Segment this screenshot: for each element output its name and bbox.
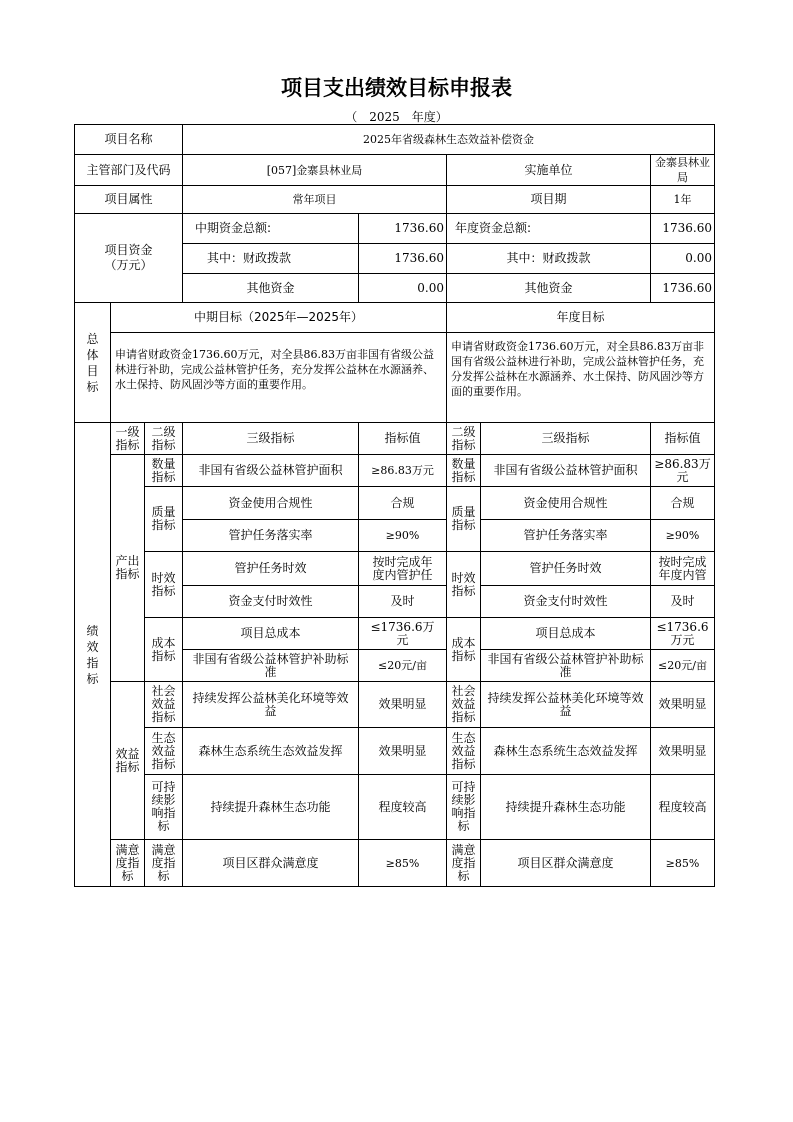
attr-label: 项目属性 [75, 186, 183, 214]
r5-value-mid: 及时 [359, 586, 447, 618]
year-other-value: 1736.60 [651, 274, 715, 303]
r3-value-year: ≥90% [651, 520, 715, 552]
year-total-label: 年度资金总额: [447, 214, 651, 244]
lvl2-header-mid: 二级 指标 [145, 423, 183, 455]
project-name-value: 2025年省级森林生态效益补偿资金 [183, 125, 715, 155]
satisfaction-indicator: 满意 度指 标 [111, 840, 145, 887]
impl-unit-value: 金寨县林业局 [651, 155, 715, 186]
r5-value-year: 及时 [651, 586, 715, 618]
r4-name-mid: 管护任务时效 [183, 552, 359, 586]
quantity-year: 数量 指标 [447, 455, 481, 487]
r7-name-mid: 非国有省级公益林管护补助标 准 [183, 650, 359, 682]
period-value: 1年 [651, 186, 715, 214]
value-header-year: 指标值 [651, 423, 715, 455]
r7-name-year: 非国有省级公益林管护补助标 准 [481, 650, 651, 682]
r9-name-mid: 森林生态系统生态效益发挥 [183, 728, 359, 775]
r4-name-year: 管护任务时效 [481, 552, 651, 586]
r3-name-year: 管护任务落实率 [481, 520, 651, 552]
r11-value-mid: ≥85% [359, 840, 447, 887]
r8-name-mid: 持续发挥公益林美化环境等效 益 [183, 682, 359, 728]
r6-name-year: 项目总成本 [481, 618, 651, 650]
dept-value: [057]金寨县林业局 [183, 155, 447, 186]
r1-value-year: ≥86.83万 元 [651, 455, 715, 487]
r7-value-mid: ≤20元/亩 [359, 650, 447, 682]
r10-value-mid: 程度较高 [359, 775, 447, 840]
r10-name-mid: 持续提升森林生态功能 [183, 775, 359, 840]
r2-name-mid: 资金使用合规性 [183, 487, 359, 520]
r8-value-year: 效果明显 [651, 682, 715, 728]
year-fiscal-value: 0.00 [651, 244, 715, 274]
year-fiscal-label: 其中：财政拨款 [447, 244, 651, 274]
r9-value-year: 效果明显 [651, 728, 715, 775]
year-total-value: 1736.60 [651, 214, 715, 244]
mid-total-label: 中期资金总额: [183, 214, 359, 244]
value-header-mid: 指标值 [359, 423, 447, 455]
r6-value-mid: ≤1736.6万 元 [359, 618, 447, 650]
social-mid: 社会 效益 指标 [145, 682, 183, 728]
mid-other-label: 其他资金 [183, 274, 359, 303]
r3-value-mid: ≥90% [359, 520, 447, 552]
sustain-year: 可持 续影 响指 标 [447, 775, 481, 840]
quantity-mid: 数量 指标 [145, 455, 183, 487]
attr-value: 常年项目 [183, 186, 447, 214]
r2-value-mid: 合规 [359, 487, 447, 520]
r11-value-year: ≥85% [651, 840, 715, 887]
mid-fiscal-label: 其中：财政拨款 [183, 244, 359, 274]
r2-name-year: 资金使用合规性 [481, 487, 651, 520]
r7-value-year: ≤20元/亩 [651, 650, 715, 682]
social-year: 社会 效益 指标 [447, 682, 481, 728]
r8-name-year: 持续发挥公益林美化环境等效 益 [481, 682, 651, 728]
year-goal-header: 年度目标 [447, 303, 715, 333]
r6-value-year: ≤1736.6 万元 [651, 618, 715, 650]
r4-value-year: 按时完成 年度内管 [651, 552, 715, 586]
cost-year: 成本 指标 [447, 618, 481, 682]
year-other-label: 其他资金 [447, 274, 651, 303]
mid-goal-header: 中期目标（2025年—2025年） [111, 303, 447, 333]
r9-value-mid: 效果明显 [359, 728, 447, 775]
r11-name-mid: 项目区群众满意度 [183, 840, 359, 887]
mid-other-value: 0.00 [359, 274, 447, 303]
r1-value-mid: ≥86.83万元 [359, 455, 447, 487]
lvl2-header-year: 二级 指标 [447, 423, 481, 455]
mid-total-value: 1736.60 [359, 214, 447, 244]
project-name-label: 项目名称 [75, 125, 183, 155]
r9-name-year: 森林生态系统生态效益发挥 [481, 728, 651, 775]
output-indicator: 产出 指标 [111, 455, 145, 682]
r5-name-mid: 资金支付时效性 [183, 586, 359, 618]
satis-mid: 满意 度指 标 [145, 840, 183, 887]
eco-mid: 生态 效益 指标 [145, 728, 183, 775]
satis-year: 满意 度指 标 [447, 840, 481, 887]
lvl3-header-mid: 三级指标 [183, 423, 359, 455]
cost-mid: 成本 指标 [145, 618, 183, 682]
period-label: 项目期 [447, 186, 651, 214]
impl-unit-label: 实施单位 [447, 155, 651, 186]
perf-label: 绩 效 指 标 [75, 423, 111, 887]
r5-name-year: 资金支付时效性 [481, 586, 651, 618]
lvl3-header-year: 三级指标 [481, 423, 651, 455]
sustain-mid: 可持 续影 响指 标 [145, 775, 183, 840]
declaration-table [74, 124, 715, 887]
r8-value-mid: 效果明显 [359, 682, 447, 728]
benefit-indicator: 效益 指标 [111, 682, 145, 840]
r4-value-mid: 按时完成年 度内管护任 [359, 552, 447, 586]
quality-mid: 质量 指标 [145, 487, 183, 552]
overall-goal-label: 总 体 目 标 [75, 303, 111, 423]
form-title: 项目支出绩效目标申报表 [281, 76, 512, 100]
r11-name-year: 项目区群众满意度 [481, 840, 651, 887]
timeliness-mid: 时效 指标 [145, 552, 183, 618]
timeliness-year: 时效 指标 [447, 552, 481, 618]
lvl1-header: 一级 指标 [111, 423, 145, 455]
mid-goal-text: 申请省财政资金1736.60万元，对全县86.83万亩非国有省级公益林进行补助，完成公益林管护任务，充分发挥公益林在水源涵养、水土保持、防风固沙等方面的重要作用。 [111, 333, 447, 423]
r6-name-mid: 项目总成本 [183, 618, 359, 650]
r10-name-year: 持续提升森林生态功能 [481, 775, 651, 840]
r10-value-year: 程度较高 [651, 775, 715, 840]
r1-name-mid: 非国有省级公益林管护面积 [183, 455, 359, 487]
r3-name-mid: 管护任务落实率 [183, 520, 359, 552]
r2-value-year: 合规 [651, 487, 715, 520]
quality-year: 质量 指标 [447, 487, 481, 552]
dept-label: 主管部门及代码 [75, 155, 183, 186]
r1-name-year: 非国有省级公益林管护面积 [481, 455, 651, 487]
funds-label: 项目资金 （万元） [75, 214, 183, 303]
year-goal-text: 申请省财政资金1736.60万元，对全县86.83万亩非国有省级公益林进行补助，完成公益林管护任务，充分发挥公益林在水源涵养、水土保持、防风固沙等方面的重要作用。 [447, 333, 715, 423]
mid-fiscal-value: 1736.60 [359, 244, 447, 274]
eco-year: 生态 效益 指标 [447, 728, 481, 775]
year-label: （ 2025 年度） [345, 110, 448, 124]
